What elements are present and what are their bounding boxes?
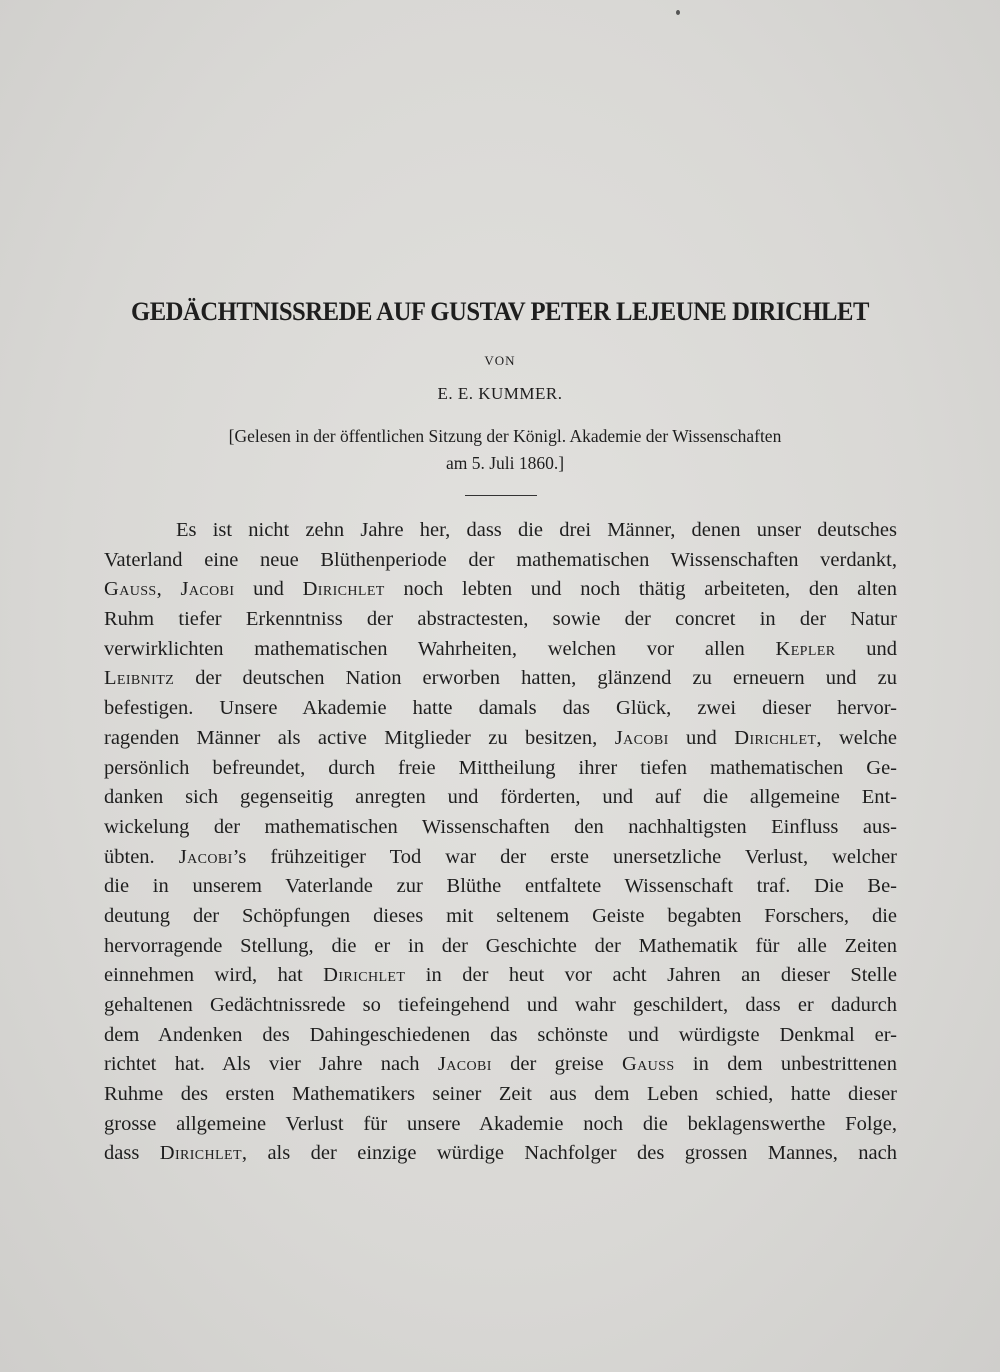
text-line <box>104 843 897 873</box>
text-segment: verwirklichten mathematischen Wahrheiten, welchen vor allen <box>104 637 776 660</box>
ink-speck <box>676 10 680 15</box>
person-name: Dirichlet <box>323 964 406 987</box>
person-name: Jacobi <box>178 845 233 868</box>
text-line <box>104 724 897 754</box>
person-name: Gauss <box>104 578 157 601</box>
text-segment: übten. <box>104 845 179 868</box>
text-segment: einnehmen wird, hat <box>104 964 324 987</box>
text-line <box>104 783 897 813</box>
text-line <box>104 635 897 665</box>
reading-note-line-2: am 5. Juli 1860.] <box>445 453 565 473</box>
text-line <box>104 991 897 1021</box>
text-line <box>104 1021 897 1051</box>
text-segment: ’s frühzeitiger Tod war der erste unersetzliche Verlust, welcher <box>232 845 897 868</box>
text-line <box>104 1110 897 1140</box>
text-segment: deutung der Schöpfungen dieses mit seltenem Geiste begabten Forschers, die <box>104 904 897 927</box>
text-line <box>104 1050 897 1080</box>
person-name: Jacobi <box>180 578 235 601</box>
text-segment: noch lebten und noch thätig arbeiteten, den alten <box>384 578 898 601</box>
person-name: Jacobi <box>437 1053 492 1076</box>
person-name: Dirichlet <box>159 1142 242 1165</box>
text-segment: der greise <box>491 1053 622 1076</box>
text-segment: wickelung der mathematischen Wissenschaften den nachhaltigsten Einfluss aus- <box>104 815 897 838</box>
text-line <box>104 516 897 546</box>
person-name: Jacobi <box>614 726 669 749</box>
text-line <box>104 546 897 576</box>
reading-note <box>175 423 835 477</box>
text-segment: in dem unbestrittenen <box>674 1053 897 1076</box>
document-title: GEDÄCHTNISSREDE AUF GUSTAV PETER LEJEUNE DIRICHLET <box>131 296 869 326</box>
text-line <box>104 664 897 694</box>
text-segment: Vaterland eine neue Blüthenperiode der mathematischen Wissenschaften verdankt, <box>104 548 897 571</box>
text-line <box>104 902 897 932</box>
text-segment: Es ist nicht zehn Jahre her, dass die drei Männer, denen unser deutsches <box>176 519 897 541</box>
text-segment: und <box>668 726 735 749</box>
text-line <box>104 605 897 635</box>
text-segment: ragenden Männer als active Mitglieder zu besitzen, <box>104 726 615 749</box>
text-segment: befestigen. Unsere Akademie hatte damals das Glück, zwei dieser hervor- <box>104 697 897 720</box>
text-segment: dass <box>104 1142 160 1165</box>
text-segment: die in unserem Vaterlande zur Blüthe entfaltete Wissenschaft traf. Die Be- <box>104 875 897 898</box>
separator-rule <box>465 495 537 496</box>
author-name: E. E. KUMMER. <box>437 384 563 403</box>
body-text <box>104 516 897 1169</box>
text-segment: grosse allgemeine Verlust für unsere Akademie noch die beklagenswerthe Folge, <box>104 1112 897 1135</box>
text-segment: persönlich befreundet, durch freie Mittheilung ihrer tiefen mathematischen Ge- <box>104 756 897 779</box>
text-line <box>104 872 897 902</box>
text-segment: richtet hat. Als vier Jahre nach <box>104 1053 438 1076</box>
text-segment: der deutschen Nation erworben hatten, glänzend zu erneuern und zu <box>174 667 897 690</box>
person-name: Gauss <box>621 1053 675 1076</box>
text-segment: hervorragende Stellung, die er in der Geschichte der Mathematik für alle Zeiten <box>104 934 897 957</box>
text-segment: in der heut vor acht Jahren an dieser Stelle <box>405 964 898 987</box>
text-segment: gehaltenen Gedächtnissrede so tiefeingehend und wahr geschildert, dass er dadurch <box>104 994 897 1016</box>
text-segment: Ruhme des ersten Mathematikers seiner Zeit aus dem Leben schied, hatte dieser <box>104 1083 897 1106</box>
text-line <box>104 813 897 843</box>
text-line <box>104 1080 897 1110</box>
person-name: Dirichlet <box>302 578 385 601</box>
text-segment: danken sich gegenseitig anregten und förderten, und auf die allgemeine Ent- <box>104 786 897 809</box>
person-name: Dirichlet <box>734 726 817 749</box>
text-segment: , als der einzige würdige Nachfolger des grossen Mannes, nach <box>241 1142 897 1165</box>
text-line <box>104 1139 897 1169</box>
text-line <box>104 694 897 724</box>
person-name: Kepler <box>775 637 836 660</box>
byline-von: VON <box>484 353 516 368</box>
text-segment: und <box>835 637 897 660</box>
text-segment: , welche <box>816 726 897 749</box>
text-segment: und <box>234 578 303 601</box>
text-segment: , <box>156 578 181 601</box>
text-line <box>104 575 897 605</box>
text-line <box>104 754 897 784</box>
text-segment: Ruhm tiefer Erkenntniss der abstractesten, sowie der concret in der Natur <box>104 608 897 631</box>
text-line <box>104 961 897 991</box>
text-line <box>104 932 897 962</box>
person-name: Leibnitz <box>104 667 175 690</box>
text-segment: dem Andenken des Dahingeschiedenen das schönste und würdigste Denkmal er- <box>104 1023 897 1046</box>
reading-note-line-1: [Gelesen in der öffentlichen Sitzung der Königl. Akademie der Wissenschaften <box>228 426 782 446</box>
